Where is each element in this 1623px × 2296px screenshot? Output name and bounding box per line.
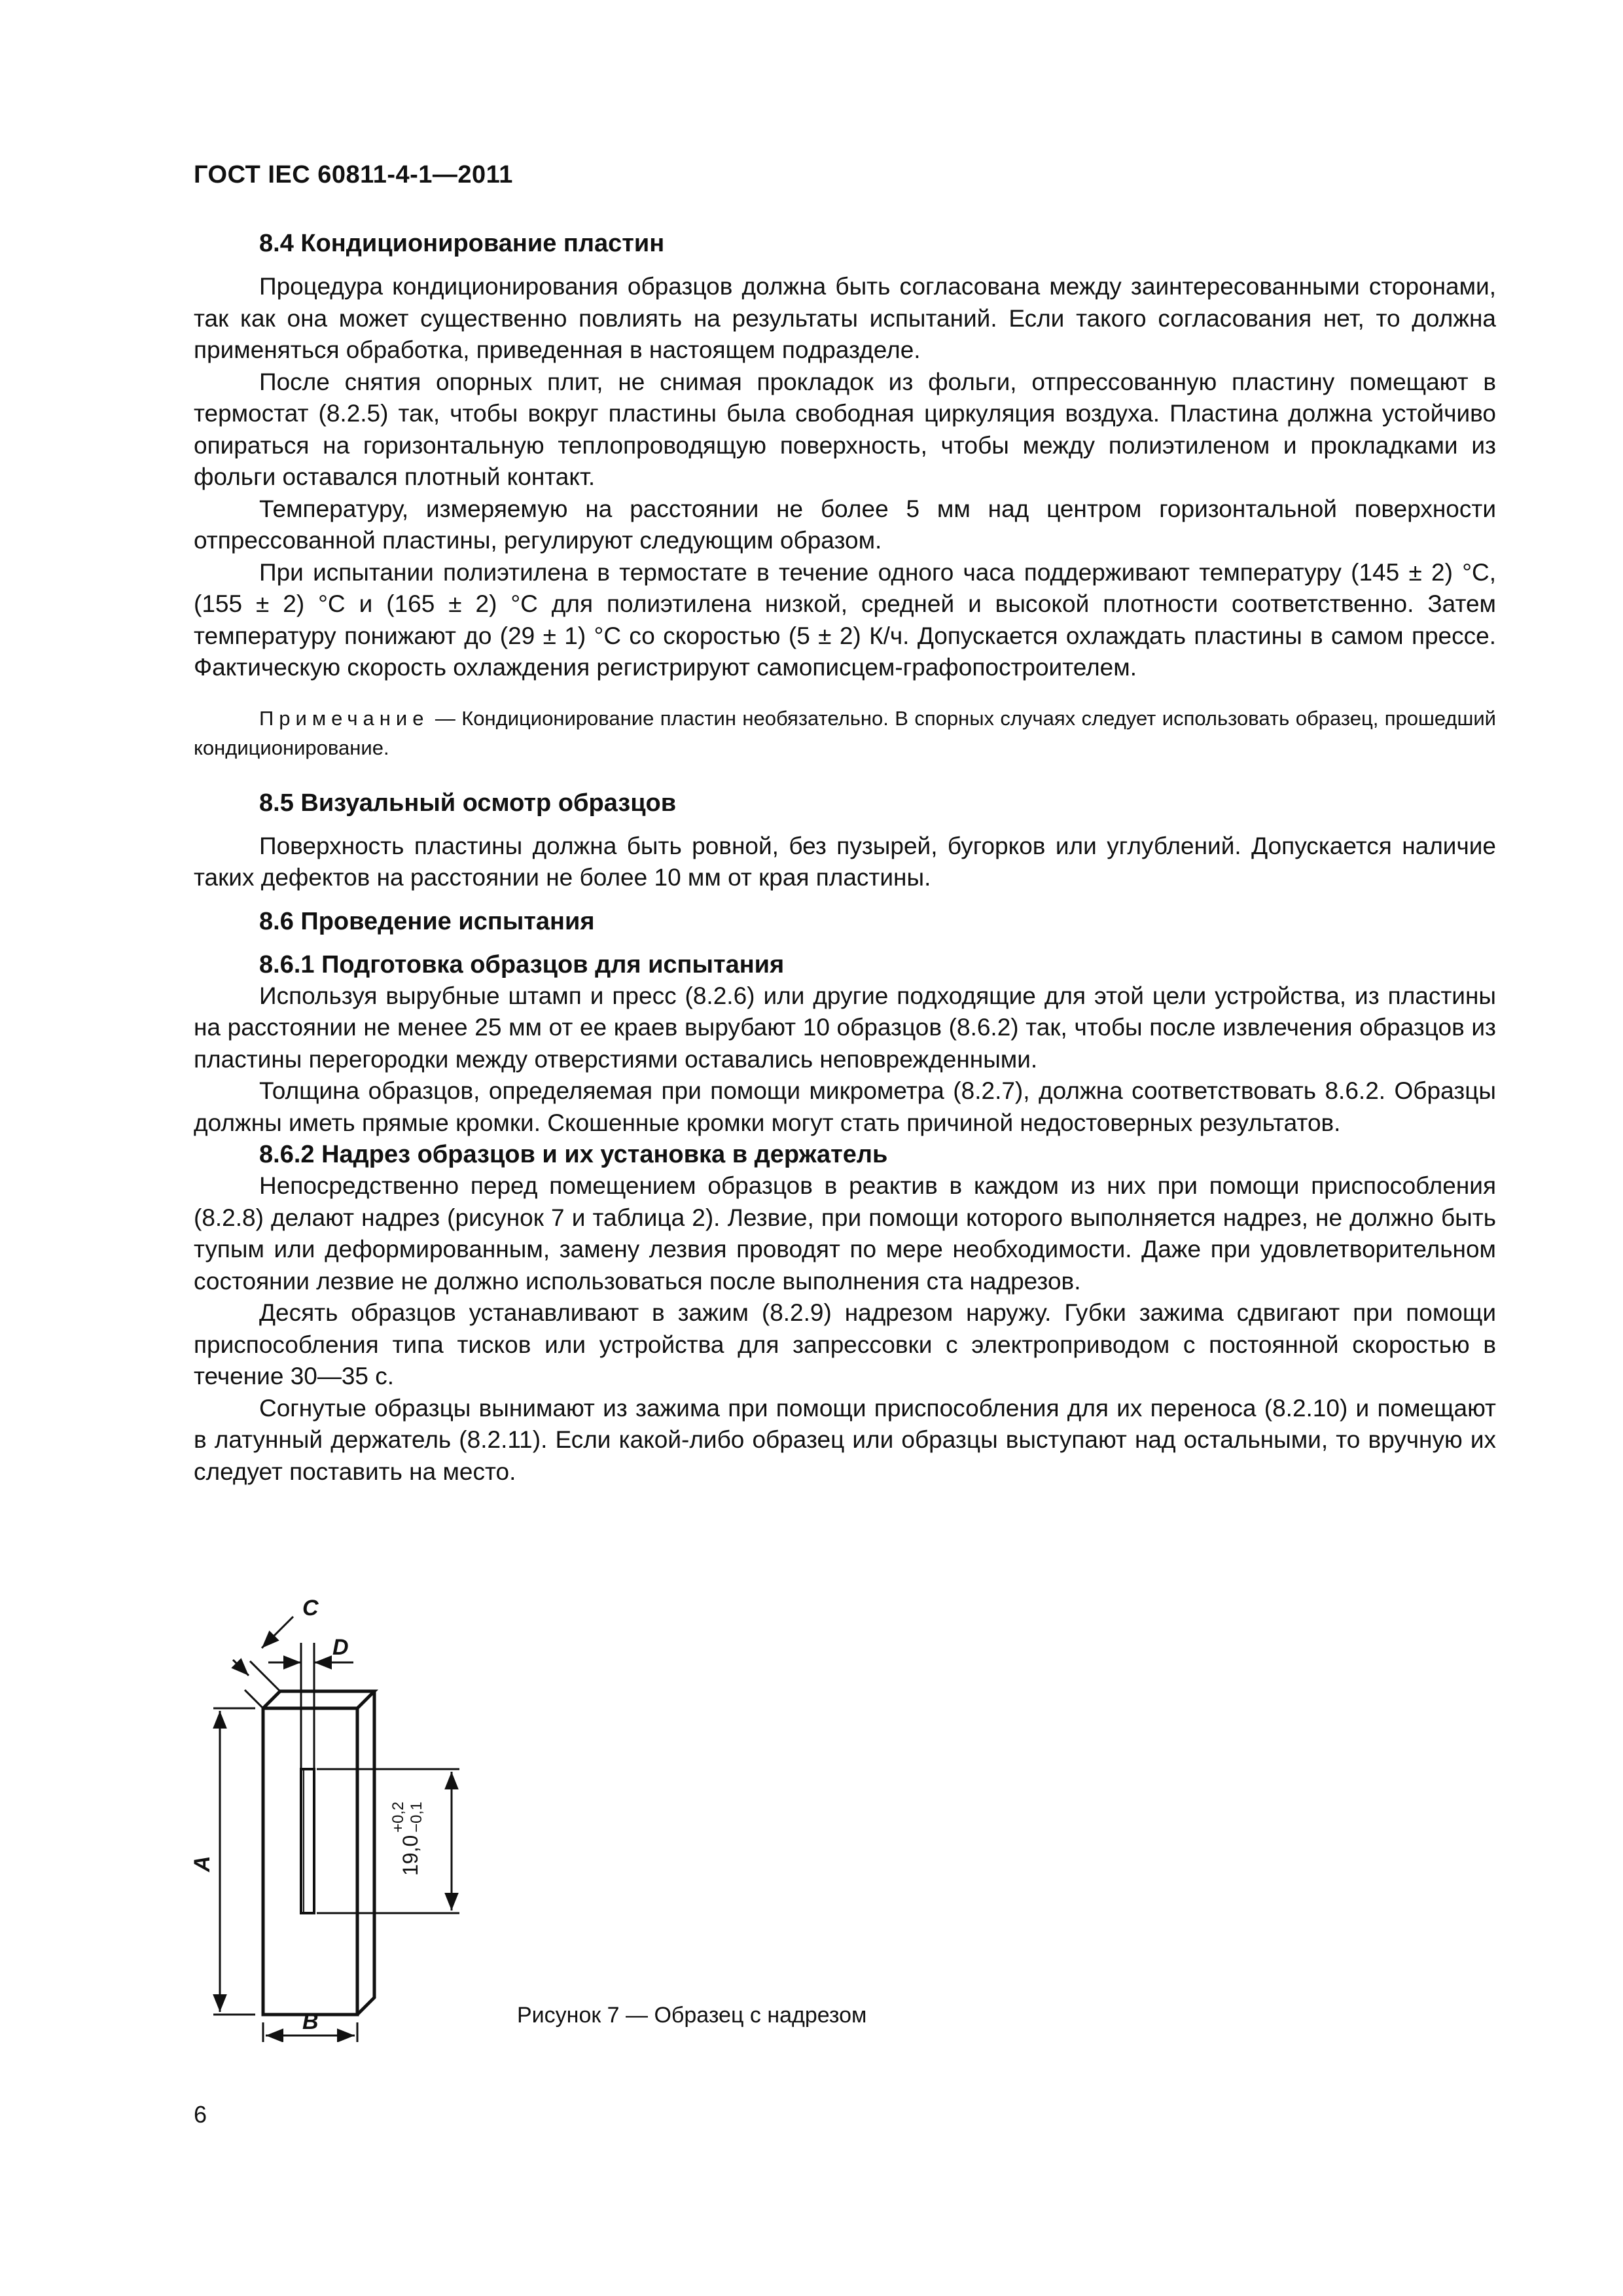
label-b: B bbox=[302, 2009, 319, 2034]
dimension-19-label bbox=[389, 1802, 425, 1876]
svg-text:19,0: 19,0 bbox=[399, 1835, 422, 1876]
paragraph: Согнутые образцы вынимают из зажима при помощи приспособления для их переноса (8.2.10) и помещают в латунный держатель (8.2.11). Если какой-либо образец или образцы выступают над остальными, то вручную их следует поставить на место. bbox=[194, 1394, 1496, 1485]
figure-notched-specimen bbox=[177, 1545, 504, 2042]
paragraph: Используя вырубные штамп и пресс (8.2.6) или другие подходящие для этой цели устройства, из пластины на расстоянии не менее 25 мм от ее краев вырубают 10 образцов (8.6.2) так, чтобы после извлечения образцов из пластины перегородки между отверстиями оставались неповрежденными. bbox=[194, 982, 1496, 1073]
paragraph: Толщина образцов, определяемая при помощи микрометра (8.2.7), должна соответствовать 8.6.2. Образцы должны иметь прямые кромки. Скошенные кромки могут стать причиной недостоверных результатов. bbox=[194, 1077, 1496, 1136]
section-heading-8-6: 8.6 Проведение испытания bbox=[259, 907, 595, 935]
section-heading-8-4: 8.4 Кондиционирование пластин bbox=[259, 230, 665, 257]
label-a: A bbox=[190, 1856, 215, 1872]
section-heading-8-5: 8.5 Визуальный осмотр образцов bbox=[259, 789, 677, 817]
svg-text:+0,2: +0,2 bbox=[389, 1801, 407, 1833]
figure-caption: Рисунок 7 — Образец с надрезом bbox=[517, 2003, 867, 2028]
specimen-top-face bbox=[263, 1691, 374, 1708]
svg-text:−0,1: −0,1 bbox=[408, 1801, 425, 1833]
paragraph: При испытании полиэтилена в термостате в течение одного часа поддерживают температуру (145 ± 2) °С, (155 ± 2) °С и (165 ± 2) °С для полиэтилена низкой, средней и высокой плотности соответственно. Затем температуру понижают до (29 ± 1) °С со скоростью (5 ± 2) К/ч. Допускается охлаждать пластины в самом прессе. Фактическую скорость охлаждения регистрируют самописцем-графопостроителем. bbox=[194, 558, 1496, 681]
paragraph: Поверхность пластины должна быть ровной, без пузырей, бугорков или углублений. Допускается наличие таких дефектов на расстоянии не более 10 мм от края пластины. bbox=[194, 832, 1496, 891]
page-number: 6 bbox=[194, 2101, 207, 2128]
paragraph: После снятия опорных плит, не снимая прокладок из фольги, отпрессованную пластину помещают в термостат (8.2.5) так, чтобы вокруг пластины была свободная циркуляция воздуха. Пластина должна устойчиво опираться на горизонтальную теплопроводящую поверхность, чтобы между полиэтиленом и прокладками из фольги оставался плотный контакт. bbox=[194, 368, 1496, 490]
specimen-side-face bbox=[357, 1691, 374, 2015]
note bbox=[194, 704, 1496, 762]
specimen-front-face bbox=[263, 1708, 357, 2015]
paragraph: Непосредственно перед помещением образцов в реактив в каждом из них при помощи приспособления (8.2.8) делают надрез (рисунок 7 и таблица 2). Лезвие, при помощи которого выполняется надрез, не должно быть тупым или деформированным, замену лезвия проводят по мере необходимости. Даже при удовлетворительном состоянии лезвие не должно использоваться после выполнения ста надрезов. bbox=[194, 1172, 1496, 1295]
document-body bbox=[194, 228, 1496, 1488]
paragraph: Процедура кондиционирования образцов должна быть согласована между заинтересованными сторонами, так как она может существенно повлиять на результаты испытаний. Если такого согласования нет, то должна применяться обработка, приведенная в настоящем подразделе. bbox=[194, 273, 1496, 363]
label-c: C bbox=[302, 1596, 319, 1621]
label-d: D bbox=[332, 1635, 349, 1660]
paragraph: Температуру, измеряемую на расстоянии не более 5 мм над центром горизонтальной поверхности отпрессованной пластины, регулируют следующим образом. bbox=[194, 495, 1496, 554]
note-label: Примечание bbox=[259, 706, 429, 730]
paragraph: Десять образцов устанавливают в зажим (8.2.9) надрезом наружу. Губки зажима сдвигают при помощи приспособления типа тисков или устройства для запрессовки с электроприводом с постоянной скоростью в течение 30—35 с. bbox=[194, 1299, 1496, 1390]
specimen-drawing bbox=[177, 1545, 504, 2042]
note-text: — Кондиционирование пластин необязательно. В спорных случаях следует использовать образец, прошедший кондиционирование. bbox=[194, 706, 1496, 759]
subsection-heading-8-6-2: 8.6.2 Надрез образцов и их установка в держатель bbox=[259, 1141, 888, 1168]
subsection-heading-8-6-1: 8.6.1 Подготовка образцов для испытания bbox=[259, 950, 785, 978]
standard-header: ГОСТ IEC 60811-4-1—2011 bbox=[194, 161, 513, 188]
